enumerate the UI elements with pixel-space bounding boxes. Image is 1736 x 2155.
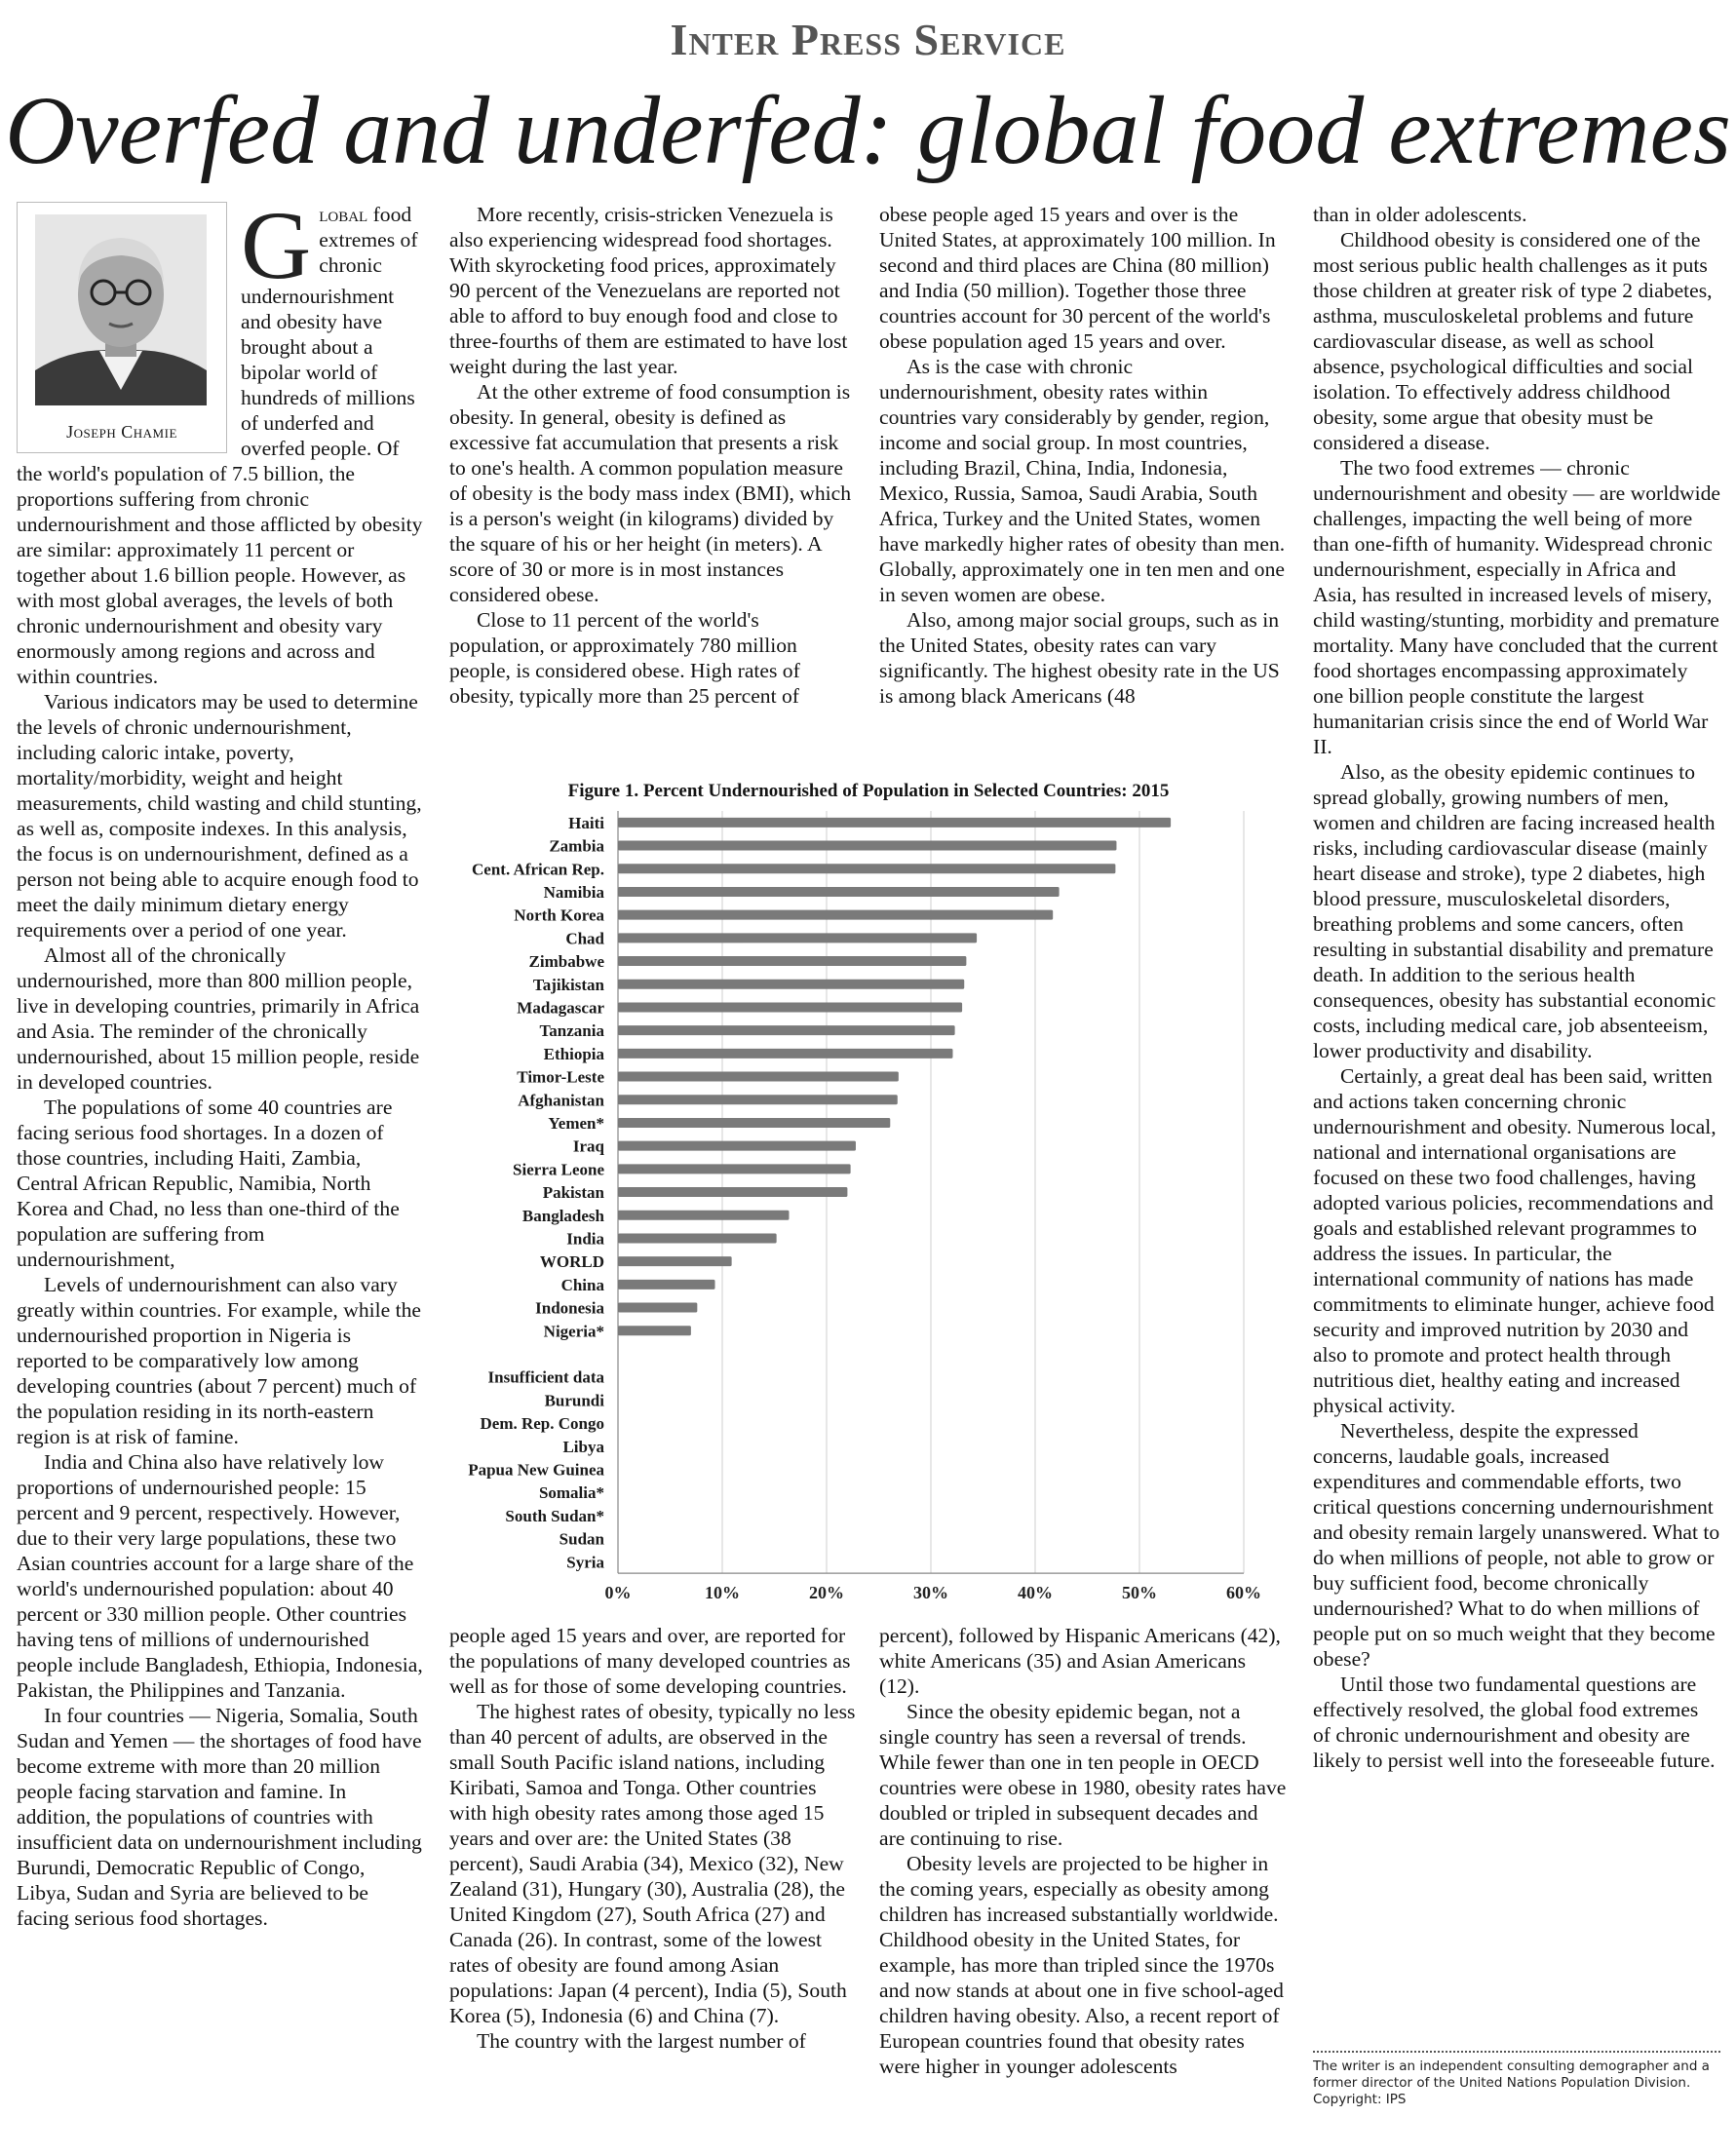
chart-category-label: Timor-Leste (517, 1067, 604, 1087)
chart-bar (618, 887, 1060, 897)
chart-category-label: Iraq (572, 1136, 604, 1156)
paragraph: Nevertheless, despite the expressed concerns, laudable goals, increased expenditures and commendable efforts, two critical questions concerning undernourishment and obesity remain largely unanswered. What to do when millions of people, not able to grow or buy sufficient food, become chronically undernourished? What to do when millions of people put on so much weight that they become obese? (1313, 1419, 1720, 1671)
paragraph: Obesity levels are projected to be higher in the coming years, especially as obesity among children has increased substantially worldwide. Childhood obesity in the United States, for example, has more than tripled since the 1970s and now stands at about one in five school-aged children having obesity. Also, a recent report of European countries found that obesity rates were higher in younger adolescents (879, 1852, 1284, 2078)
chart-insufficient-data-country: Sudan (559, 1529, 604, 1549)
paragraph: percent), followed by Hispanic Americans (42), white Americans (35) and Asian Americans (12). (879, 1624, 1281, 1698)
masthead: Inter Press Service (670, 15, 1066, 64)
paragraph: Also, as the obesity epidemic continues to spread globally, growing numbers of men, women and children are facing increased health risks, including cardiovascular disease (mainly heart disease and stroke), type 2 diabetes, high blood pressure, musculoskeletal disorders, breathing problems and some cancers, often resulting in substantial disability and premature death. In addition to the serious health consequences, obesity has substantial economic costs, including medical care, job absenteeism, lower productivity and disability. (1313, 760, 1717, 1062)
chart-category-label: Tanzania (539, 1021, 604, 1041)
chart-category-label: Zambia (549, 836, 604, 856)
chart-bar (618, 1164, 851, 1174)
paragraph: The country with the largest number of (477, 2029, 806, 2053)
chart-category-label: WORLD (539, 1252, 604, 1272)
paragraph: The populations of some 40 countries are facing serious food shortages. In a dozen of those countries, including Haiti, Zambia, Central African Republic, Namibia, North Korea and Chad, no less than one-third of the population are suffering from undernourishment, (17, 1096, 400, 1271)
chart-x-tick-label: 50% (1122, 1583, 1157, 1603)
chart-category-label: Haiti (568, 813, 604, 832)
author-byline: Joseph Chamie (66, 422, 177, 442)
paragraph: More recently, crisis-stricken Venezuela is also experiencing widespread food shortages. With skyrocketing food prices, approximately 90 percent of the Venezuelans are reported not able to afford to buy enough food and close to three-fourths of them are estimated to have lost weight during the last year. (449, 203, 848, 378)
chart-category-label: Afghanistan (518, 1091, 604, 1110)
chart-category-label: Sierra Leone (513, 1160, 604, 1179)
chart-category-label: Chad (565, 929, 604, 948)
paragraph: obese people aged 15 years and over is the United States, at approximately 100 million. In second and third places are China (80 million) and India (50 million). Together those three countries account for 30 percent of the world's obese population aged 15 years and over. (879, 203, 1276, 353)
chart-bar (618, 1187, 847, 1197)
paragraph: people aged 15 years and over, are reported for the populations of many developed countries as well as for those of some developing countries. (449, 1624, 851, 1698)
chart-x-tick-label: 40% (1018, 1583, 1053, 1603)
paragraph: India and China also have relatively low proportions of undernourished people: 15 percent and 9 percent, respectively. However, due to their very large populations, these two Asian countries account for a large share of the world's undernourished population: about 40 percent or 330 million people. Other countries having tens of millions of undernourished people include Bangladesh, Ethiopia, Indonesia, Pakistan, the Philippines and Tanzania. (17, 1450, 423, 1702)
article-column-4 (1313, 202, 1720, 2029)
chart-bar (618, 1002, 962, 1012)
paragraph: Close to 11 percent of the world's population, or approximately 780 million people, is considered obese. High rates of obesity, typically more than 25 percent of (449, 608, 800, 708)
chart-category-label: Cent. African Rep. (472, 860, 604, 879)
chart-bar (618, 1025, 955, 1035)
chart-insufficient-data-country: Papua New Guinea (468, 1460, 604, 1480)
headline: Overfed and underfed: global food extremes (5, 76, 1731, 184)
paragraph: Childhood obesity is considered one of the most serious public health challenges as it puts those children at greater risk of type 2 diabetes, asthma, musculoskeletal problems and future cardiovascular disease, as well as school absence, psychological difficulties and social isolation. To effectively address childhood obesity, some argue that obesity must be considered a disease. (1313, 228, 1713, 454)
article-column-2-bottom (449, 1623, 857, 2149)
paragraph: than in older adolescents. (1313, 203, 1527, 226)
article-column-1 (17, 202, 424, 2151)
paragraph: The two food extremes — chronic undernourishment and obesity — are worldwide challenges, impacting the well being of more than one-fifth of humanity. Widespread chronic undernourishment, especially in Africa and Asia, has resulted in increased levels of misery, child wasting/stunting, morbidity and premature mortality. Many have concluded that the current food shortages encompassing approximately one billion people constitute the largest humanitarian crisis since the end of World War II. (1313, 456, 1720, 758)
paragraph-text: food extremes of chronic undernourishment and obesity have brought about a bipolar world of hundreds of millions of underfed and overfed people. Of the world's population of 7.5 billion, the proportions suffering from chronic undernourishment and those afflicted by obesity are similar: approximately 11 percent or together about 1.6 billion people. However, as with most global averages, the levels of both chronic undernourishment and obesity vary enormously among regions and across and within countries. (17, 203, 423, 688)
chart-bar (618, 1211, 789, 1220)
chart-category-label: Namibia (543, 882, 604, 902)
chart-bar (618, 1072, 899, 1082)
chart-category-label: North Korea (514, 905, 604, 925)
chart-x-tick-label: 20% (809, 1583, 844, 1603)
paragraph: Various indicators may be used to determine the levels of chronic undernourishment, including caloric intake, poverty, mortality/morbidity, weight and height measurements, child wasting and child stunting, as well as, composite indexes. In this analysis, the focus is on undernourishment, defined as a person not being able to acquire enough food to meet the daily minimum dietary energy requirements over a period of one year. (17, 690, 422, 942)
chart-insufficient-data-country: Syria (566, 1553, 604, 1572)
author-photo-box (17, 202, 227, 453)
chart-bar (618, 864, 1115, 873)
copyright-text: Copyright: IPS (1313, 2092, 1407, 2107)
chart-bar (618, 1049, 952, 1058)
chart-insufficient-data-country: Somalia* (538, 1483, 604, 1503)
paragraph: Until those two fundamental questions are effectively resolved, the global food extremes of chronic undernourishment and obesity are likely to persist well into the foreseeable future. (1313, 1673, 1716, 1772)
paragraph: At the other extreme of food consumption is obesity. In general, obesity is defined as excessive fat accumulation that presents a risk to one's health. A common population measure of obesity is the body mass index (BMI), which is a person's weight (in kilograms) divided by the square of his or her height (in meters). A score of 30 or more is in most instances considered obese. (449, 380, 852, 606)
chart-x-tick-label: 30% (913, 1583, 948, 1603)
paragraph: The highest rates of obesity, typically no less than 40 percent of adults, are observed in the small South Pacific island nations, including Kiribati, Samoa and Tonga. Other countries with high obesity rates among those aged 15 years and over are: the United States (38 percent), Saudi Arabia (34), Mexico (32), New Zealand (31), Hungary (30), Australia (28), the United Kingdom (27), South Africa (27) and Canada (26). In contrast, some of the lowest rates of obesity are found among Asian populations: Japan (4 percent), India (5), South Korea (5), Indonesia (6) and China (7). (449, 1700, 856, 2027)
chart-x-tick-label: 60% (1226, 1583, 1261, 1603)
chart-category-label: Bangladesh (521, 1206, 604, 1225)
chart-category-label: Yemen* (548, 1113, 604, 1133)
author-note-text: The writer is an independent consulting demographer and a former director of the United Nations Population Division. (1313, 2059, 1710, 2091)
footer-divider (1313, 2051, 1720, 2053)
chart-category-label: Nigeria* (543, 1322, 604, 1341)
article-column-3-top (879, 202, 1287, 767)
chart-bar (618, 1095, 898, 1104)
chart-bar (618, 841, 1116, 851)
paragraph: In four countries — Nigeria, Somalia, South Sudan and Yemen — the shortages of food have become extreme with more than 20 million people facing starvation and famine. In addition, the populations of countries with insufficient data on undernourishment including Burundi, Democratic Republic of Congo, Libya, Sudan and Syria are believed to be facing serious food shortages. (17, 1704, 422, 1930)
chart-bar (618, 956, 966, 966)
chart-title: Figure 1. Percent Undernourished of Population in Selected Countries: 2015 (567, 781, 1170, 801)
paragraph: Almost all of the chronically undernourished, more than 800 million people, live in developing countries, primarily in Africa and Asia. The reminder of the chronically undernourished, about 15 million people, reside in developed countries. (17, 943, 420, 1094)
article-column-3-bottom (879, 1623, 1287, 2149)
bar-chart (449, 767, 1288, 1615)
chart-category-label: China (560, 1275, 604, 1294)
chart-bar (618, 1303, 697, 1313)
lead-in: lobal (319, 203, 368, 226)
paragraph: Since the obesity epidemic began, not a single country has seen a reversal of trends. While fewer than one in ten people in OECD countries were obese in 1980, obesity rates have doubled or tripled in subsequent decades and are continuing to rise. (879, 1700, 1287, 1850)
chart-insufficient-data-country: Libya (562, 1437, 604, 1456)
chart-bar (618, 910, 1053, 920)
chart-insufficient-data-country: South Sudan* (505, 1506, 604, 1525)
chart-bar (618, 1256, 732, 1266)
paragraph: As is the case with chronic undernourishment, obesity rates within countries vary considerably by gender, region, income and social group. In most countries, including Brazil, China, India, Indonesia, Mexico, Russia, Samoa, Saudi Arabia, South Africa, Turkey and the United States, women have markedly higher rates of obesity than men. Globally, approximately one in ten men and one in seven women are obese. (879, 355, 1286, 606)
paragraph: Certainly, a great deal has been said, written and actions taken concerning chronic undernourishment and obesity. Numerous local, national and international organisations are focused on these two food challenges, having adopted various policies, recommendations and goals and established relevant programmes to address the issues. In particular, the international community of nations has made commitments to eliminate hunger, achieve food security and improved nutrition by 2030 and also to promote and protect health through nutritious diet, healthy eating and increased physical activity. (1313, 1064, 1717, 1417)
chart-bar (618, 1326, 691, 1335)
author-portrait-icon (35, 214, 207, 405)
chart-insufficient-data-country: Dem. Rep. Congo (480, 1414, 604, 1434)
chart-category-label: India (566, 1229, 604, 1249)
paragraph: Levels of undernourishment can also vary greatly within countries. For example, while the undernourished proportion in Nigeria is reported to be comparatively low among developing countries (about 7 percent) much of the population residing in its north-eastern region is at risk of famine. (17, 1273, 421, 1448)
article-column-2-top (449, 202, 857, 767)
chart-insufficient-data-label: Insufficient data (487, 1367, 604, 1387)
chart-bar (618, 933, 977, 943)
chart-x-tick-label: 0% (604, 1583, 632, 1603)
chart-insufficient-data-country: Burundi (544, 1391, 604, 1410)
drop-cap: G (241, 202, 312, 299)
chart-category-label: Madagascar (517, 998, 604, 1018)
chart-bar (618, 1118, 890, 1128)
chart-category-label: Pakistan (542, 1183, 604, 1203)
chart-bar (618, 1141, 856, 1151)
chart-bar (618, 818, 1171, 827)
chart-category-label: Ethiopia (543, 1044, 604, 1063)
chart-category-label: Tajikistan (532, 975, 604, 994)
chart-x-tick-label: 10% (705, 1583, 740, 1603)
chart-bar (618, 1280, 715, 1289)
chart-category-label: Indonesia (535, 1298, 604, 1318)
chart-bar (618, 980, 964, 989)
chart-bar (618, 1233, 777, 1243)
author-note (1313, 2059, 1720, 2108)
paragraph: Also, among major social groups, such as in the United States, obesity rates can vary significantly. The highest obesity rate in the US is among black Americans (48 (879, 608, 1280, 708)
chart-category-label: Zimbabwe (528, 952, 604, 972)
figure-chart (449, 767, 1288, 1615)
